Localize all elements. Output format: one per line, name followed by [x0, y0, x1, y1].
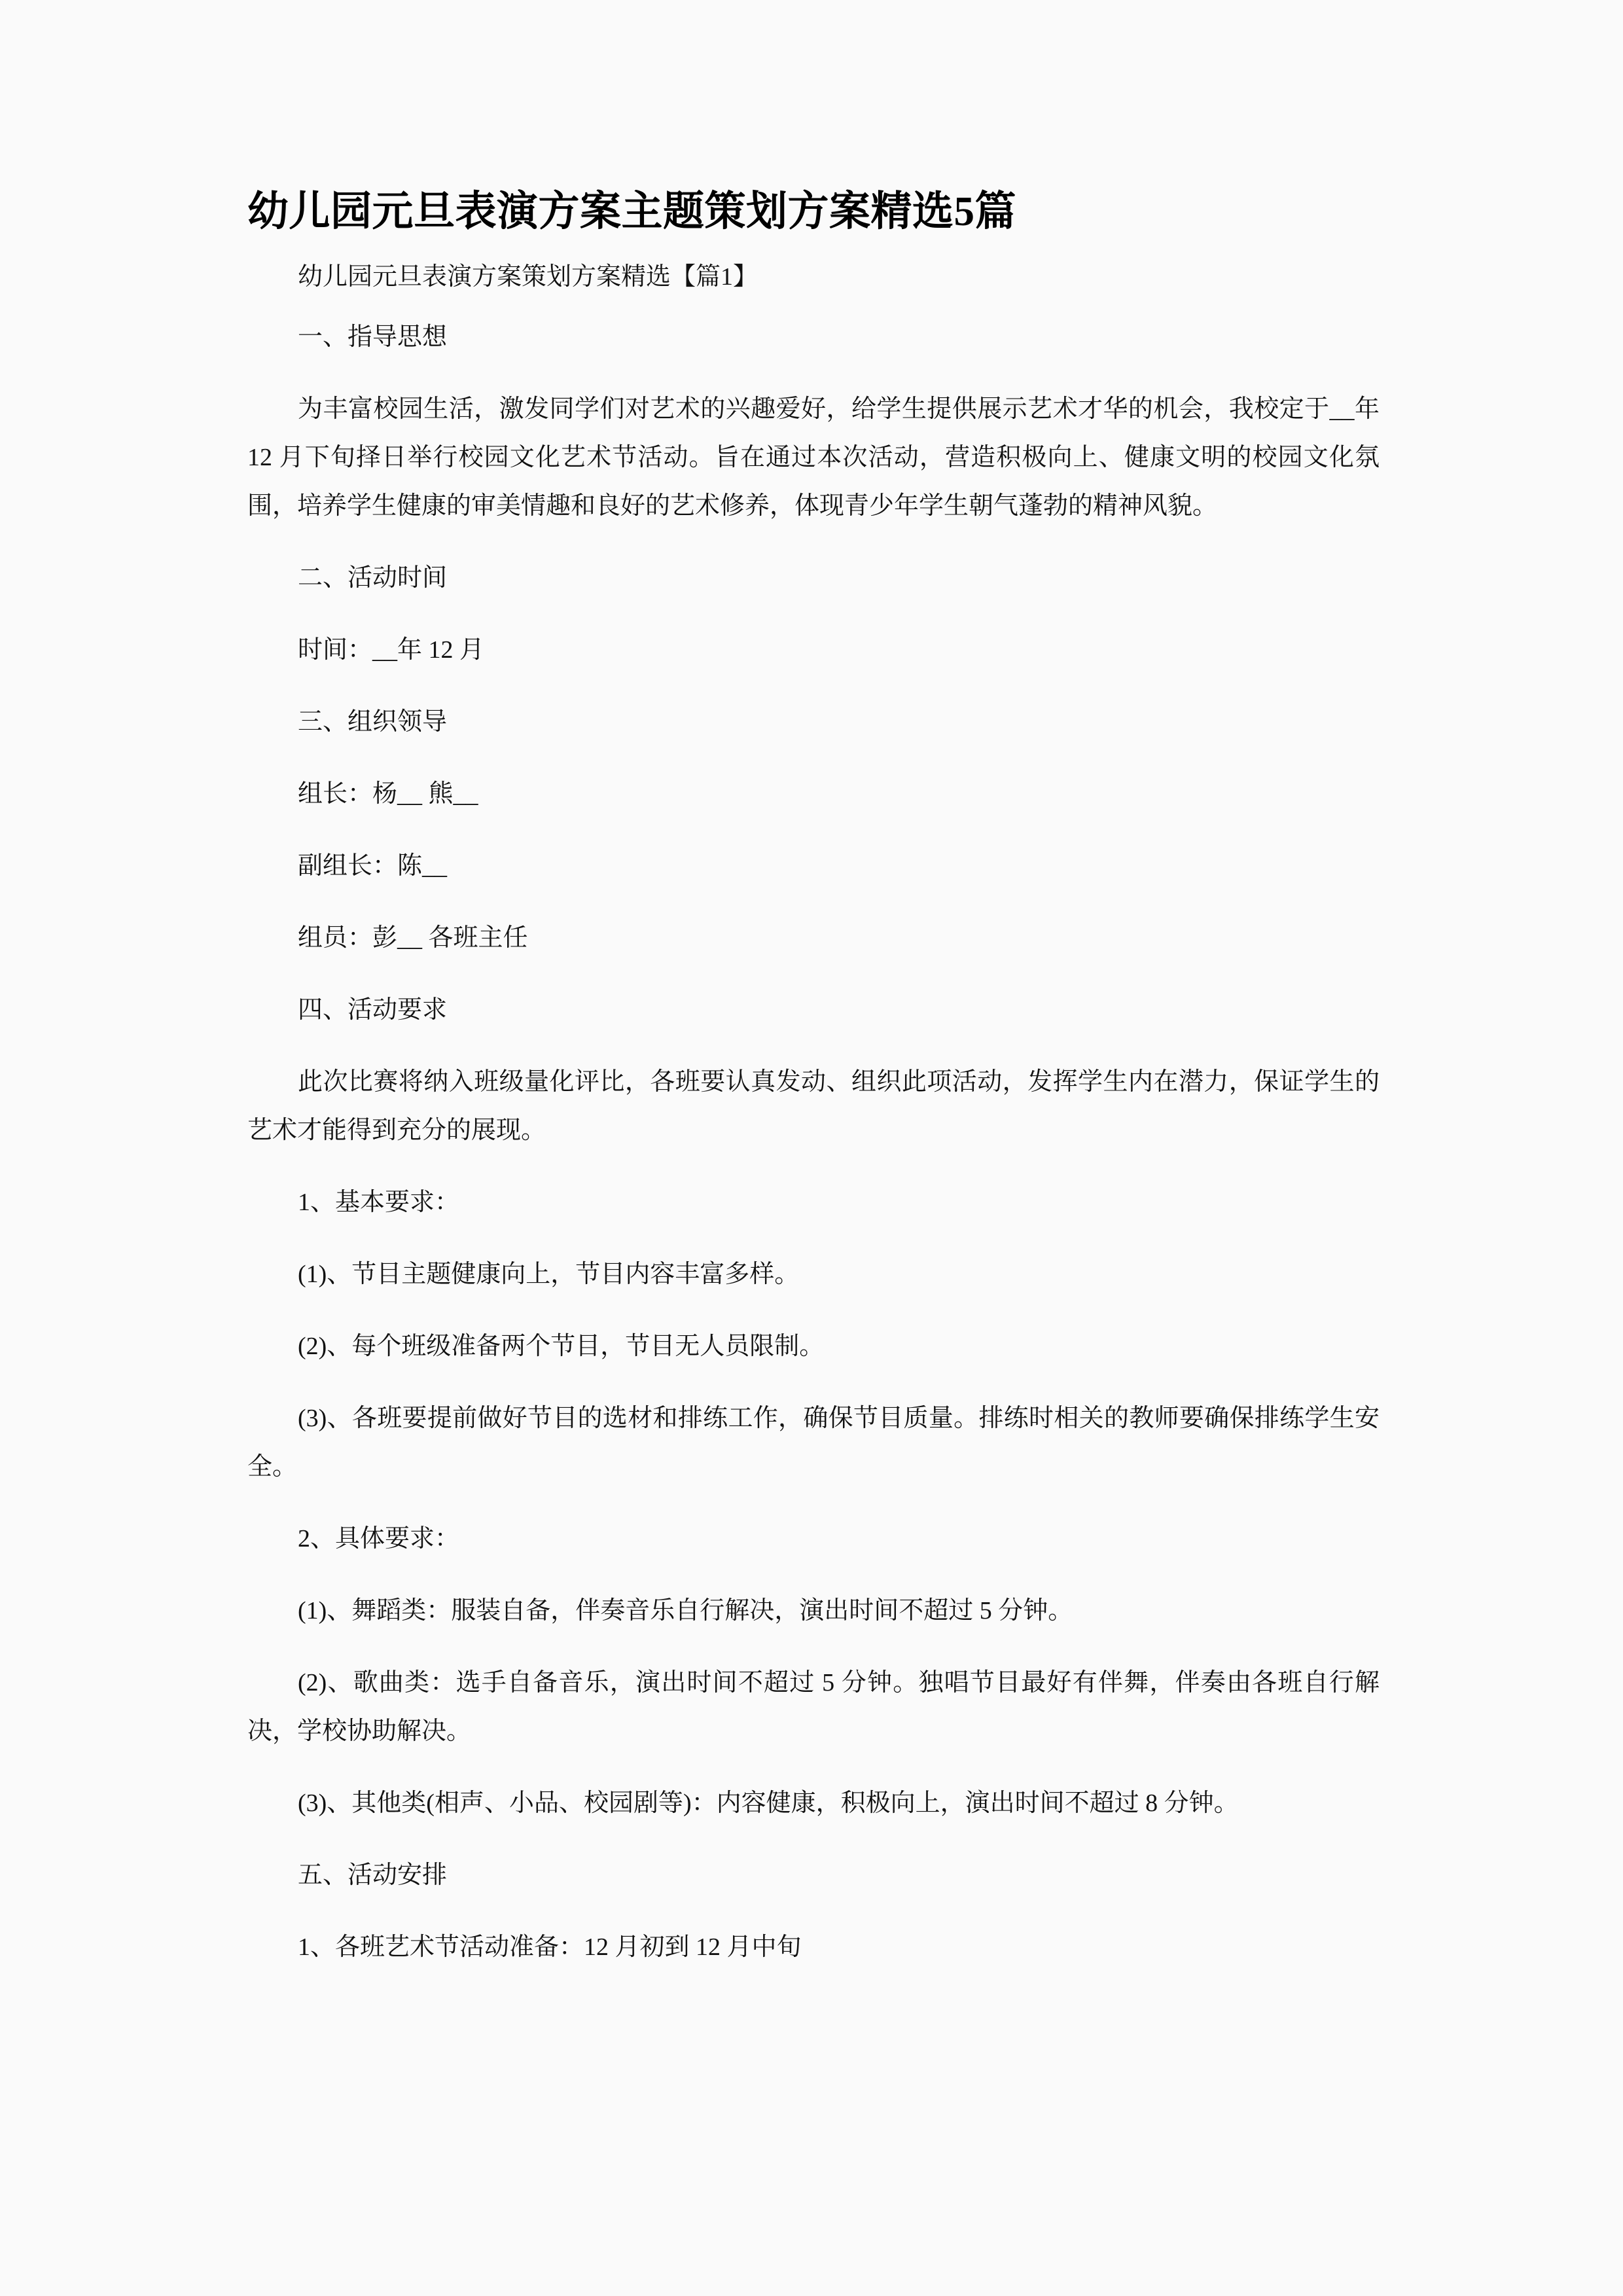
section-heading-organization: 三、组织领导: [298, 708, 448, 736]
subsection-basic-requirements: 1、基本要求：: [298, 1189, 460, 1216]
list-item-basic-2: (2)、每个班级准备两个节目，节目无人员限制。: [298, 1333, 825, 1360]
paragraph-group-leader: 组长：杨__ 熊__: [298, 780, 478, 808]
paragraph-activity-time-value: 时间：__年 12 月: [298, 636, 485, 664]
page-title: 幼儿园元旦表演方案主题策划方案精选5篇: [247, 188, 1016, 234]
section-heading-guiding-thought: 一、指导思想: [298, 323, 448, 351]
section-heading-activity-time: 二、活动时间: [298, 564, 448, 592]
list-item-specific-3-other: (3)、其他类(相声、小品、校园剧等)：内容健康，积极向上，演出时间不超过 8 分钟。: [298, 1789, 1239, 1817]
section-heading-activity-requirements: 四、活动要求: [298, 996, 448, 1024]
list-item-basic-3: (3)、各班要提前做好节目的选材和排练工作，确保节目质量。排练时相关的教师要确保排练学生安全。: [247, 1405, 1380, 1480]
paragraph-deputy-group-leader: 副组长：陈__: [298, 852, 448, 880]
subsection-specific-requirements: 2、具体要求：: [298, 1525, 460, 1552]
list-item-specific-2-song: (2)、歌曲类：选手自备音乐，演出时间不超过 5 分钟。独唱节目最好有伴舞，伴奏由各班自行解决，学校协助解决。: [247, 1669, 1380, 1745]
paragraph-guiding-thought-body: 为丰富校园生活，激发同学们对艺术的兴趣爱好，给学生提供展示艺术才华的机会，我校定于__年 12 月下旬择日举行校园文化艺术节活动。旨在通过本次活动，营造积极向上、健康文明的校园文化氛围，培养学生健康的审美情趣和良好的艺术修养，体现青少年学生朝气蓬勃的精神风貌。: [247, 395, 1380, 520]
list-item-specific-1-dance: (1)、舞蹈类：服装自备，伴奏音乐自行解决，演出时间不超过 5 分钟。: [298, 1597, 1073, 1624]
document-subtitle: 幼儿园元旦表演方案策划方案精选【篇1】: [298, 263, 758, 291]
schedule-item-1: 1、各班艺术节活动准备：12 月初到 12 月中旬: [298, 1933, 802, 1961]
section-heading-activity-schedule: 五、活动安排: [298, 1861, 448, 1889]
paragraph-activity-requirements-body: 此次比赛将纳入班级量化评比，各班要认真发动、组织此项活动，发挥学生内在潜力，保证学生的艺术才能得到充分的展现。: [247, 1068, 1380, 1144]
list-item-basic-1: (1)、节目主题健康向上，节目内容丰富多样。: [298, 1261, 800, 1288]
paragraph-group-members: 组员：彭__ 各班主任: [298, 924, 528, 952]
document-content: [247, 0, 1380, 1971]
